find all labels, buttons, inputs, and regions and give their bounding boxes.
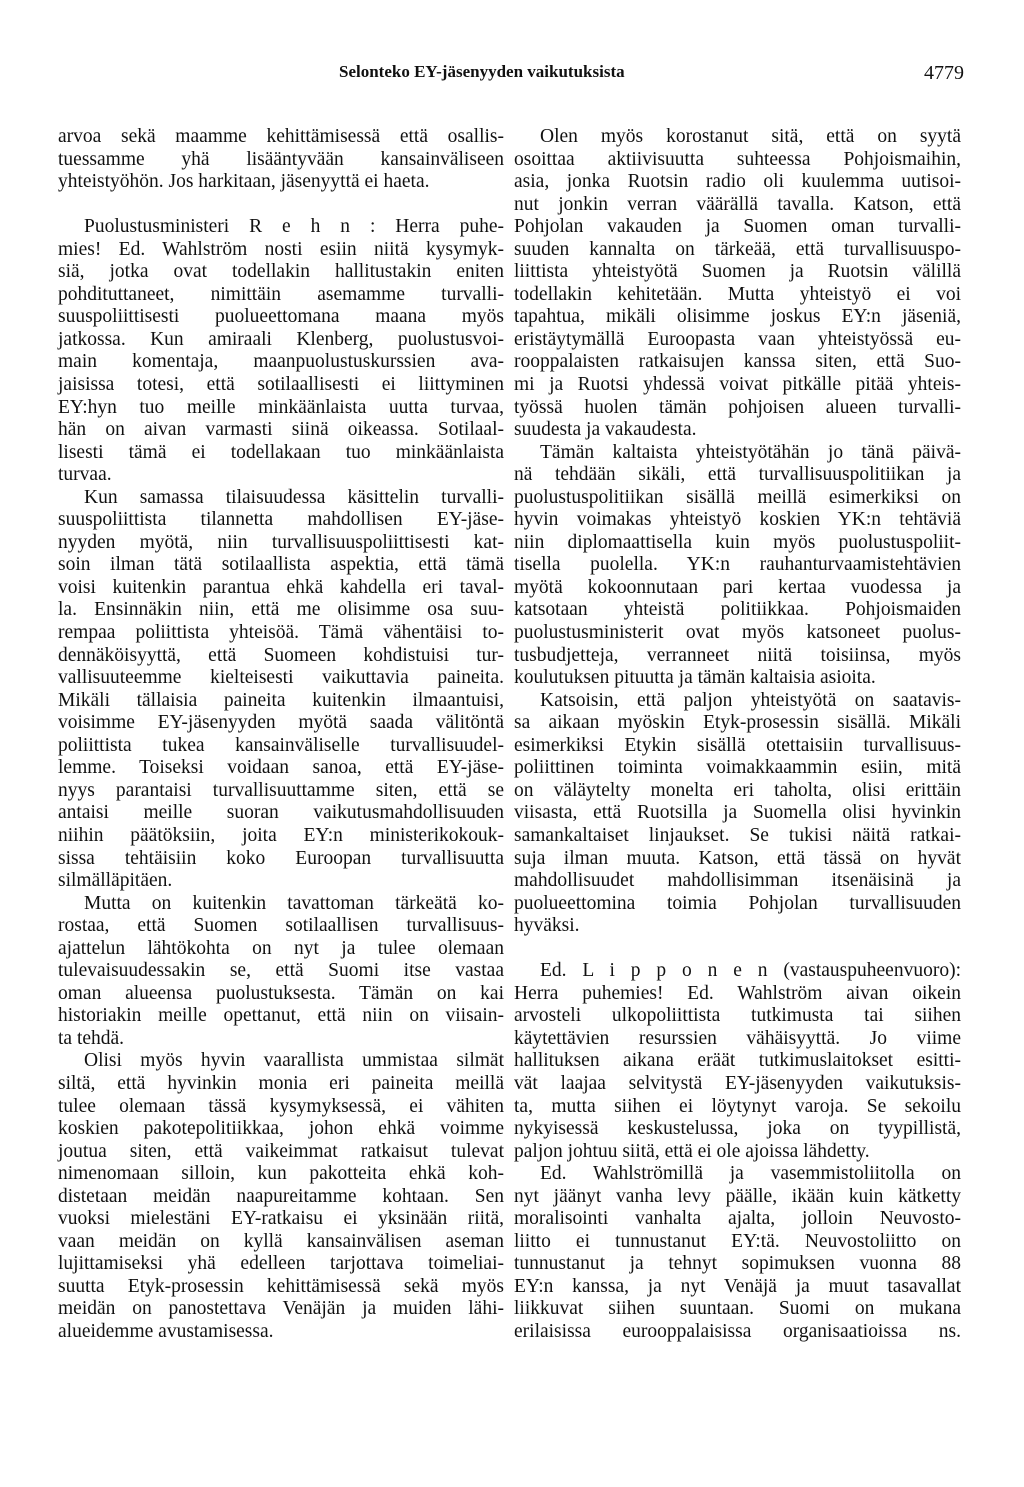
text-line: käytettävien resurssien vähäisyyttä. Jo viime [514, 1027, 961, 1049]
text-line: Tämän kaltaista yhteistyötähän jo tänä päivä- [540, 441, 961, 463]
text-line: hän on aivan varmasti siinä oikeassa. Sotilaal- [58, 419, 504, 441]
text-line: Mutta on kuitenkin tavattoman tärkeätä ko- [84, 892, 504, 914]
text-line: paljon johtuu siitä, että ei ole ajoissa lähdetty. [514, 1140, 870, 1162]
text-line: jatkossa. Kun amiraali Klenberg, puolustusvoi- [58, 328, 504, 350]
text-line: tisella puolella. YK:n rauhanturvaamistehtävien [514, 554, 961, 576]
text-line: tulevaisuudessakin se, että Suomi itse vastaa [58, 960, 504, 982]
text-line: soin ilman tätä sotilaallista aspektia, että tämä [58, 554, 504, 576]
text-line: mahdollisuudet mahdollisimman itsenäisinä ja [514, 870, 961, 892]
text-line: sissa tehtäisiin koko Euroopan turvallisuutta [58, 847, 504, 869]
text-line: hyväksi. [514, 915, 580, 937]
text-line: Olen myös korostanut sitä, että on syytä [540, 126, 961, 147]
text-line: rooppalaisten ratkaisujen kanssa siten, että Suo- [514, 351, 961, 373]
text-line: koskien pakotepolitiikkaa, johon ehkä voimme [58, 1118, 504, 1140]
text-line: voisi kuitenkin parantua ehkä kahdella eri taval- [58, 576, 504, 598]
text-line: siä, jotka ovat todellakin hallitustakin eniten [58, 261, 504, 283]
page-number: 4779 [924, 62, 964, 84]
text-line: tusbudjetteja, verranneet niitä toisiinsa, myös [514, 644, 961, 666]
text-line: ta tehdä. [58, 1027, 125, 1049]
text-line: suuspoliittista tilannetta mahdollisen EY-jäse- [58, 509, 504, 531]
text-line: Katsoisin, että paljon yhteistyötä on saatavis- [540, 689, 961, 711]
text-line: turvaa. [58, 464, 112, 486]
text-line: vuoksi mielestäni EY-ratkaisu ei yksinään riitä, [58, 1208, 504, 1230]
paragraph-gap [514, 938, 961, 961]
text-line: katsotaan yhteistä politiikkaa. Pohjoismaiden [514, 599, 961, 621]
running-header-title: Selonteko EY-jäsenyyden vaikutuksista [339, 62, 625, 81]
text-line: erilaisissa eurooppalaisissa organisaatioissa ns. [514, 1320, 961, 1342]
text-line: on väläytelty monelta eri taholta, olisi erittäin [514, 779, 961, 801]
text-line: Kun samassa tilaisuudessa käsittelin turvalli- [84, 486, 504, 508]
text-line: suja ilman muuta. Katson, että tässä on hyvät [514, 847, 961, 869]
text-line: joutua siten, että vaikeimmat ratkaisut tulevat [58, 1140, 504, 1162]
text-line: niin diplomaattisella kuin myös puolustuspoliit- [514, 531, 961, 553]
text-line: alueidemme avustamisessa. [58, 1320, 274, 1342]
text-line: Mikäli tällaisia paineita kuitenkin ilmaantuisi, [58, 689, 504, 711]
text-line: hallituksen aikana eräät tutkimuslaitokset esitti- [514, 1050, 961, 1072]
speaker-name: Ed. L i p p o n e n (vastauspuheenvuoro): [540, 960, 961, 982]
text-line: tulee olemaan tässä kysymyksessä, ei vähiten [58, 1095, 504, 1117]
speaker-line [58, 216, 504, 239]
text-line: nut jonkin verran väärällä tavalla. Katson, että [514, 193, 961, 215]
text-line: EY:n kanssa, ja nyt Venäjä ja muut tasavallat [514, 1275, 961, 1297]
text-line: nyys parantaisi turvallisuuttamme siten, että se [58, 779, 504, 801]
text-line: suudesta ja vakaudesta. [514, 419, 697, 441]
text-line: nyt jäänyt vanha levy päälle, ikään kuin kätketty [514, 1185, 961, 1207]
text-line: ta, mutta siihen ei löytynyt varoja. Se sekoilu [514, 1095, 961, 1117]
text-line: koulutuksen pituutta ja tämän kaltaisia asioita. [514, 667, 876, 689]
left-text-column [58, 126, 504, 1344]
text-line: Pohjolan vakauden ja Suomen oman turvalli- [514, 216, 961, 238]
text-line: nykyisessä keskustelussa, joka on tyypillistä, [514, 1118, 961, 1140]
text-line: puolueettomina toimia Pohjolan turvallisuuden [514, 892, 961, 914]
text-line: Olisi myös hyvin vaarallista ummistaa silmät [84, 1050, 504, 1072]
text-line: Herra puhemies! Ed. Wahlström aivan oikein [514, 982, 961, 1004]
text-line: historiakin meille opettanut, että niin on viisain- [58, 1005, 504, 1027]
text-line: jaisissa totesi, että sotilaallisesti ei liittyminen [58, 374, 504, 396]
text-line: vallisuuteemme kielteisesti vaikuttavia paineita. [58, 667, 504, 689]
text-line: liittista yhteistyötä Suomen ja Ruotsin välillä [514, 261, 961, 283]
text-line: nimenomaan silloin, kun pakotteita ehkä koh- [58, 1163, 504, 1185]
speaker-line [514, 960, 961, 983]
text-line: lemme. Toiseksi voidaan sanoa, että EY-jäse- [58, 757, 504, 779]
text-line: suutta Etyk-prosessin kehittämisessä sekä myös [58, 1275, 504, 1297]
text-line: poliittista tukea kansainväliselle turvallisuudel- [58, 734, 504, 756]
text-line: meidän on panostettava Venäjän ja muiden lähi- [58, 1298, 504, 1320]
text-line: pohdituttaneet, nimittäin asemamme turvalli- [58, 283, 504, 305]
text-line: puolustusministerit ovat myös katsoneet puolus- [514, 622, 961, 644]
text-line: osoittaa aktiivisuutta suhteessa Pohjoismaihin, [514, 148, 961, 170]
text-line: la. Ensinnäkin niin, että me olisimme osa suu- [58, 599, 504, 621]
right-text-column [514, 126, 961, 1344]
text-line: todellakin kehitetään. Mutta yhteistyö ei voi [514, 283, 961, 305]
text-line: rempaa poliittista yhteisöä. Tämä vähentäisi to- [58, 622, 504, 644]
text-line: mies! Ed. Wahlström nosti esiin niitä kysymyk- [58, 238, 504, 260]
text-line: nä tehdään sikäli, että turvallisuuspolitiikan ja [514, 464, 961, 486]
text-line: mi ja Ruotsi yhdessä voivat pitkälle pitää yhteis- [514, 374, 961, 396]
text-line: EY:hyn tuo meille minkäänlaista uutta turvaa, [58, 396, 504, 418]
text-line: viisasta, että Ruotsilla ja Suomella olisi hyvinkin [514, 802, 961, 824]
text-line: työssä huolen tämän pohjoisen alueen turvalli- [514, 396, 961, 418]
text-line: nyyden myötä, niin turvallisuuspoliittisesti kat- [58, 531, 504, 553]
text-line: vaan meidän on kyllä kansainvälisen aseman [58, 1230, 504, 1252]
text-line: lisesti tämä ei todellakaan tuo minkäänlaista [58, 441, 504, 463]
text-line: poliittinen toiminta voimakkaammin esiin, mitä [514, 757, 961, 779]
text-line: distetaan meidän naapureitamme kohtaan. Sen [58, 1185, 504, 1207]
text-line: dennäköisyyttä, että Suomeen kohdistuisi tur- [58, 644, 504, 666]
text-line: suuden kannalta on tärkeää, että turvallisuuspo- [514, 238, 961, 260]
text-line: lujittamiseksi yhä edelleen tarjottava toimeliai- [58, 1253, 504, 1275]
text-line: samankaltaiset linjaukset. Se tukisi näitä ratkai- [514, 824, 961, 846]
text-line: arvosteli ulkopoliittista tutkimusta tai siihen [514, 1005, 961, 1027]
text-line: voisimme EY-jäsenyyden myötä saada välitöntä [58, 712, 504, 734]
text-line: tuessamme yhä lisääntyvään kansainväliseen [58, 148, 504, 170]
text-line: antaisi meille suoran vaikutusmahdollisuuden [58, 802, 504, 824]
text-line: liitto ei tunnustanut EY:tä. Neuvostoliitto on [514, 1230, 961, 1252]
text-line: vät laajaa selvitystä EY-jäsenyyden vaikutuksis- [514, 1072, 961, 1094]
text-line: silmälläpitäen. [58, 870, 173, 892]
text-line: liikkuvat siihen suuntaan. Suomi on mukana [514, 1298, 961, 1320]
text-line: tunnustanut ja tehnyt sopimuksen vuonna 88 [514, 1253, 961, 1275]
text-line: niihin päätöksiin, joita EY:n ministerikokouk- [58, 824, 504, 846]
text-line: sa aikaan myöskin Etyk-prosessin sisällä. Mikäli [514, 712, 961, 734]
text-line: arvoa sekä maamme kehittämisessä että osallis- [58, 126, 504, 147]
speaker-title: Puolustusministeri R e h n : Herra puhe- [84, 216, 504, 238]
text-line: tapahtua, mikäli olisimme joskus EY:n jäseniä, [514, 306, 961, 328]
text-line: eristäytymällä Euroopasta vaan yhteistyössä eu- [514, 328, 961, 350]
text-line: yhteistyöhön. Jos harkitaan, jäsenyyttä ei haeta. [58, 171, 430, 193]
text-line: siltä, että hyvinkin monia eri paineita meillä [58, 1072, 504, 1094]
text-line: moralisointi vanhalta ajalta, jolloin Neuvosto- [514, 1208, 961, 1230]
text-line: esimerkiksi Etykin sisällä otettaisiin turvallisuus- [514, 734, 961, 756]
text-line: myötä kokoonnutaan pari kertaa vuodessa ja [514, 576, 961, 598]
text-line: main komentaja, maanpuolustuskurssien ava- [58, 351, 504, 373]
text-line: suuspoliittisesti puolueettomana maana myös [58, 306, 504, 328]
text-line: puolustuspolitiikan sisällä meillä esimerkiksi on [514, 486, 961, 508]
text-line: oman alueensa puolustuksesta. Tämän on kai [58, 982, 504, 1004]
paragraph-gap [58, 194, 504, 217]
text-line: hyvin voimakas yhteistyö koskien YK:n tehtäviä [514, 509, 961, 531]
text-line: ajattelun lähtökohta on nyt ja tulee olemaan [58, 937, 504, 959]
text-line: rostaa, että Suomen sotilaallisen turvallisuus- [58, 915, 504, 937]
text-line: asia, jonka Ruotsin radio oli kuulemma uutisoi- [514, 171, 961, 193]
text-line: Ed. Wahlströmillä ja vasemmistoliitolla on [540, 1163, 961, 1185]
